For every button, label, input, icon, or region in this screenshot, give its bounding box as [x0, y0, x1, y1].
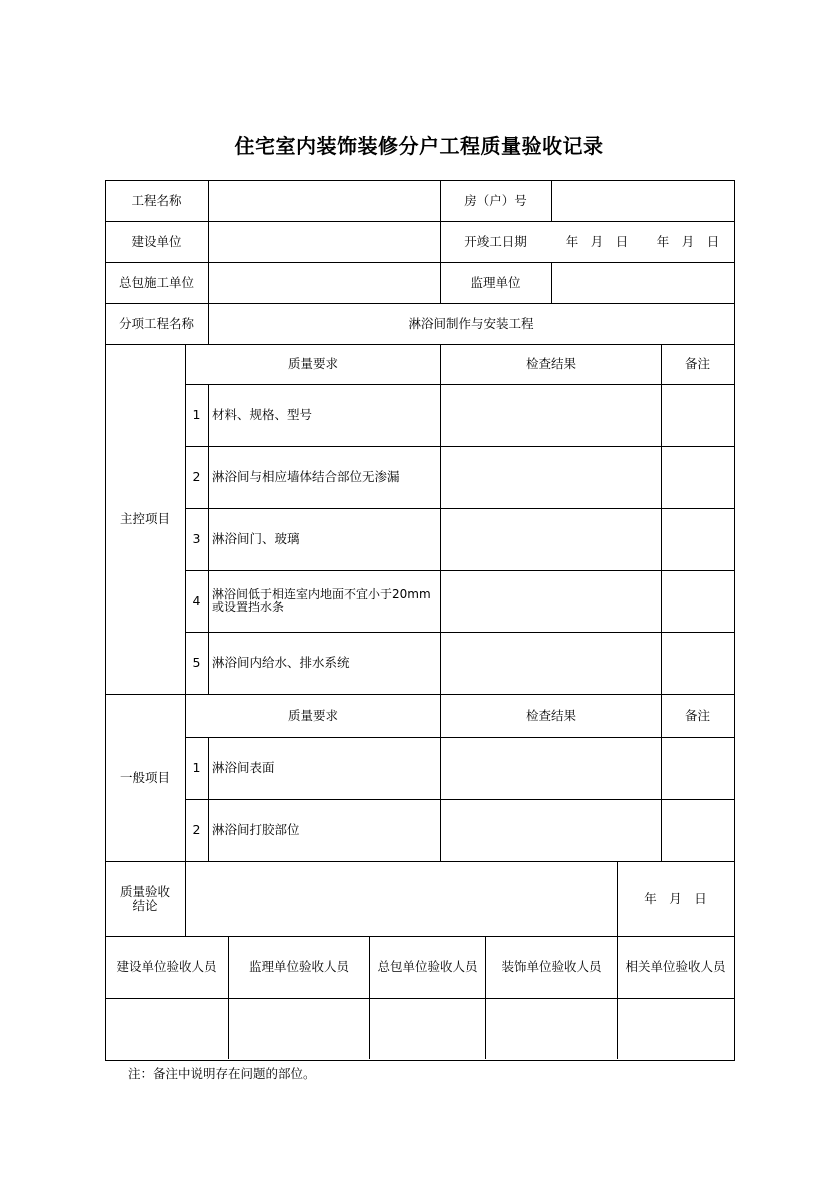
main-requirement-header: 质量要求	[287, 356, 338, 371]
main-item-text: 淋浴间与相应墙体结合部位无渗漏	[212, 469, 400, 484]
footnote: 注：备注中说明存在问题的部位。	[128, 1066, 316, 1081]
conclusion-field[interactable]	[186, 861, 617, 936]
project-name-label: 工程名称	[131, 192, 182, 208]
builder-field[interactable]	[209, 221, 440, 262]
room-number-field[interactable]	[552, 180, 733, 221]
main-item-text: 淋浴间门、玻璃	[212, 531, 300, 546]
signature-header-supervisor: 监理单位验收人员	[248, 959, 349, 974]
general-result-header: 检查结果	[525, 707, 576, 723]
main-remark-cell[interactable]	[662, 508, 733, 570]
signature-header-contractor: 总包单位验收人员	[377, 959, 478, 974]
main-remark-header: 备注	[684, 356, 710, 371]
builder-label: 建设单位	[131, 233, 182, 249]
main-result-cell[interactable]	[441, 632, 661, 694]
main-item-number: 2	[192, 469, 201, 484]
signature-field[interactable]	[229, 998, 369, 1059]
dates-label: 开竣工日期	[464, 233, 527, 249]
main-control-label: 主控项目	[119, 511, 170, 526]
project-name-field[interactable]	[209, 180, 440, 221]
signature-field[interactable]	[618, 998, 733, 1059]
contractor-field[interactable]	[209, 262, 440, 303]
start-date: 年 月 日	[565, 233, 629, 249]
general-remark-cell[interactable]	[662, 799, 733, 861]
signature-field[interactable]	[486, 998, 617, 1059]
main-remark-cell[interactable]	[662, 570, 733, 632]
main-item-text: 淋浴间低于相连室内地面不宜小于20mm或设置挡水条	[212, 587, 431, 614]
main-result-cell[interactable]	[441, 570, 661, 632]
room-number-label: 房（户）号	[464, 192, 527, 208]
general-item-number: 2	[192, 822, 201, 837]
main-item-number: 1	[192, 407, 201, 422]
general-result-cell[interactable]	[441, 737, 661, 799]
signature-field[interactable]	[370, 998, 485, 1059]
general-item-text: 淋浴间表面	[212, 760, 275, 775]
conclusion-label: 质量验收结论	[120, 883, 171, 913]
main-result-cell[interactable]	[441, 446, 661, 508]
main-remark-cell[interactable]	[662, 446, 733, 508]
conclusion-date: 年 月 日	[644, 890, 707, 906]
general-requirement-header: 质量要求	[287, 707, 338, 723]
signature-field[interactable]	[105, 998, 228, 1059]
main-item-number: 3	[192, 531, 201, 546]
page-title: 住宅室内装饰装修分户工程质量验收记录	[234, 134, 604, 158]
end-date: 年 月 日	[656, 233, 720, 249]
signature-header-related: 相关单位验收人员	[625, 959, 726, 974]
main-item-number: 5	[192, 655, 201, 670]
general-result-cell[interactable]	[441, 799, 661, 861]
general-remark-cell[interactable]	[662, 737, 733, 799]
main-remark-cell[interactable]	[662, 632, 733, 694]
main-item-number: 4	[192, 593, 201, 608]
main-result-header: 检查结果	[525, 356, 576, 371]
subproject-value: 淋浴间制作与安装工程	[408, 315, 534, 331]
contractor-label: 总包施工单位	[118, 274, 194, 290]
signature-header-decorator: 装饰单位验收人员	[501, 959, 602, 974]
main-result-cell[interactable]	[441, 384, 661, 446]
signature-header-builder: 建设单位验收人员	[116, 959, 217, 974]
subproject-label: 分项工程名称	[118, 315, 194, 331]
main-item-text: 材料、规格、型号	[212, 407, 313, 422]
general-items-label: 一般项目	[119, 769, 170, 785]
main-result-cell[interactable]	[441, 508, 661, 570]
general-item-number: 1	[192, 760, 201, 775]
supervisor-field[interactable]	[552, 262, 733, 303]
main-remark-cell[interactable]	[662, 384, 733, 446]
supervisor-label: 监理单位	[470, 274, 521, 290]
general-item-text: 淋浴间打胶部位	[212, 822, 300, 837]
general-remark-header: 备注	[684, 707, 710, 723]
main-item-text: 淋浴间内给水、排水系统	[212, 655, 350, 670]
